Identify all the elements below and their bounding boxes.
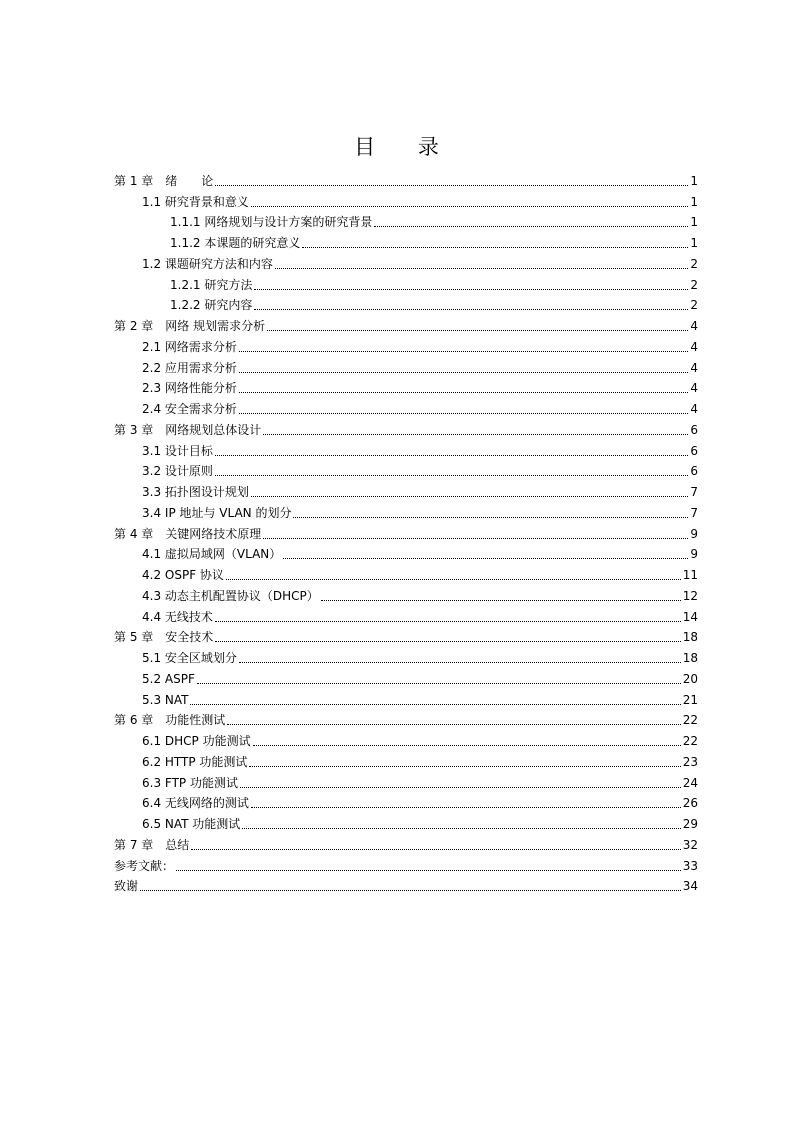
toc-dot-leader [263, 434, 688, 435]
toc-entry-label: 参考文献： [114, 858, 175, 873]
toc-entry-label: 1.2.2 研究内容 [170, 298, 253, 313]
toc-entry-label: 6.4 无线网络的测试 [142, 796, 249, 811]
toc-entry-label: 2.2 应用需求分析 [142, 360, 237, 375]
toc-entry [114, 811, 698, 832]
toc-entry-label: 4.3 动态主机配置协议（DHCP） [142, 588, 319, 603]
toc-entry-page: 6 [690, 443, 698, 458]
toc-entry-label: 第 6 章 功能性测试 [114, 713, 226, 728]
toc-dot-leader [302, 247, 688, 248]
toc-entry-label: 2.1 网络需求分析 [142, 339, 237, 354]
toc-entry [114, 853, 698, 874]
toc-dot-leader [215, 475, 688, 476]
toc-entry-page: 4 [690, 381, 698, 396]
toc-dot-leader [226, 579, 681, 580]
toc-dot-leader [254, 289, 688, 290]
toc-dot-leader [215, 455, 688, 456]
toc-dot-leader [251, 807, 681, 808]
toc-dot-leader [267, 330, 688, 331]
toc-entry-label: 第 4 章 关键网络技术原理 [114, 526, 262, 541]
toc-entry [114, 313, 698, 334]
toc-entry [114, 210, 698, 231]
toc-entry-label: 3.4 IP 地址与 VLAN 的划分 [142, 505, 292, 520]
toc-dot-leader [242, 828, 680, 829]
toc-dot-leader [283, 558, 688, 559]
toc-dot-leader [240, 787, 681, 788]
toc-entry [114, 334, 698, 355]
toc-dot-leader [239, 413, 688, 414]
toc-entry-label: 6.1 DHCP 功能测试 [142, 734, 251, 748]
toc-entry [114, 438, 698, 459]
toc-entry-label: 6.3 FTP 功能测试 [142, 775, 238, 790]
toc-entry [114, 272, 698, 293]
toc-entry-page: 4 [690, 319, 698, 333]
toc-dot-leader [197, 683, 681, 684]
toc-entry-page: 18 [682, 630, 698, 645]
toc-dot-leader [227, 724, 680, 725]
toc-dot-leader [239, 662, 681, 663]
toc-entry-page: 1 [690, 194, 698, 209]
toc-dot-leader [239, 392, 688, 393]
toc-entry-page: 32 [682, 837, 698, 852]
toc-entry-page: 29 [682, 817, 698, 831]
toc-entry [114, 355, 698, 376]
toc-entry-page: 1 [690, 215, 698, 230]
toc-dot-leader [253, 745, 681, 746]
toc-entry-page: 26 [682, 796, 698, 811]
toc-entry-label: 4.4 无线技术 [142, 609, 213, 624]
toc-entry-label: 6.2 HTTP 功能测试 [142, 754, 248, 769]
toc-entry-page: 2 [690, 277, 698, 292]
toc-entry [114, 459, 698, 480]
toc-entry-label: 3.1 设计目标 [142, 443, 213, 458]
toc-dot-leader [275, 268, 688, 269]
toc-entry-label: 5.2 ASPF [142, 671, 195, 686]
toc-entry-page: 6 [690, 422, 698, 437]
toc-entry-label: 4.1 虚拟局域网（VLAN） [142, 547, 282, 562]
toc-dot-leader [321, 600, 681, 601]
toc-entry [114, 874, 698, 895]
toc-entry-label: 3.2 设计原则 [142, 464, 213, 479]
toc-dot-leader [140, 890, 681, 891]
toc-entry-page: 7 [690, 505, 698, 520]
toc-dot-leader [239, 372, 688, 373]
toc-entry-page: 9 [690, 547, 698, 562]
toc-entry [114, 645, 698, 666]
toc-entry-page: 4 [690, 360, 698, 375]
toc-dot-leader [249, 766, 680, 767]
toc-entry-page: 2 [690, 256, 698, 271]
toc-dot-leader [190, 704, 680, 705]
toc-entry-page: 18 [682, 651, 698, 665]
toc-list [114, 168, 698, 894]
toc-entry-page: 14 [682, 609, 698, 624]
toc-entry [114, 479, 698, 500]
toc-entry-page: 11 [682, 568, 698, 582]
toc-entry [114, 583, 698, 604]
toc-entry-page: 21 [682, 692, 698, 707]
toc-entry-page: 1 [690, 173, 698, 188]
toc-entry-label: 3.3 拓扑图设计规划 [142, 485, 249, 499]
toc-dot-leader [215, 185, 688, 186]
toc-entry [114, 770, 698, 791]
toc-entry [114, 230, 698, 251]
toc-entry-label: 4.2 OSPF 协议 [142, 568, 224, 582]
toc-entry-label: 第 5 章 安全技术 [114, 630, 214, 645]
toc-entry-page: 6 [690, 464, 698, 479]
toc-dot-leader [374, 226, 688, 227]
toc-entry-label: 2.3 网络性能分析 [142, 381, 237, 396]
toc-entry-label: 致谢 [114, 879, 139, 894]
toc-entry [114, 376, 698, 397]
toc-entry-page: 22 [682, 713, 698, 728]
toc-entry [114, 189, 698, 210]
toc-dot-leader [215, 641, 680, 642]
toc-entry-page: 1 [690, 236, 698, 250]
toc-entry [114, 500, 698, 521]
toc-entry-label: 5.3 NAT [142, 692, 189, 707]
toc-entry [114, 791, 698, 812]
toc-dot-leader [251, 206, 688, 207]
toc-entry-page: 2 [690, 298, 698, 313]
toc-entry-label: 1.1.2 本课题的研究意义 [170, 236, 301, 250]
toc-entry-label: 第 3 章 网络规划总体设计 [114, 422, 262, 437]
toc-dot-leader [293, 517, 688, 518]
toc-entry [114, 542, 698, 563]
toc-dot-leader [239, 351, 688, 352]
toc-entry-label: 6.5 NAT 功能测试 [142, 817, 241, 831]
toc-dot-leader [251, 496, 688, 497]
toc-entry [114, 396, 698, 417]
toc-dot-leader [191, 849, 680, 850]
toc-dot-leader [176, 870, 681, 871]
toc-entry-page: 4 [690, 339, 698, 354]
toc-entry [114, 168, 698, 189]
toc-entry [114, 251, 698, 272]
toc-entry-label: 2.4 安全需求分析 [142, 402, 237, 416]
toc-dot-leader [215, 621, 681, 622]
toc-entry-page: 7 [690, 485, 698, 499]
toc-entry-page: 23 [682, 754, 698, 769]
toc-entry-label: 1.1.1 网络规划与设计方案的研究背景 [170, 215, 373, 230]
toc-entry-label: 第 7 章 总结 [114, 837, 190, 852]
toc-entry-page: 4 [690, 402, 698, 416]
toc-entry [114, 521, 698, 542]
toc-entry-page: 34 [682, 879, 698, 894]
toc-entry [114, 728, 698, 749]
toc-entry-label: 1.1 研究背景和意义 [142, 194, 249, 209]
toc-entry-page: 9 [690, 526, 698, 541]
toc-entry-page: 12 [682, 588, 698, 603]
toc-entry-page: 24 [682, 775, 698, 790]
toc-entry [114, 417, 698, 438]
toc-entry [114, 749, 698, 770]
toc-entry [114, 708, 698, 729]
toc-entry-label: 5.1 安全区域划分 [142, 651, 237, 665]
toc-entry-label: 1.2 课题研究方法和内容 [142, 256, 273, 271]
toc-entry [114, 625, 698, 646]
toc-entry-page: 20 [682, 671, 698, 686]
toc-entry [114, 562, 698, 583]
toc-entry [114, 666, 698, 687]
toc-entry-label: 1.2.1 研究方法 [170, 277, 253, 292]
toc-entry [114, 604, 698, 625]
toc-entry-page: 33 [682, 858, 698, 873]
toc-entry [114, 832, 698, 853]
toc-dot-leader [263, 538, 688, 539]
toc-entry [114, 293, 698, 314]
toc-dot-leader [254, 309, 688, 310]
toc-title: 目 录 [354, 135, 457, 159]
toc-entry-label: 第 2 章 网络 规划需求分析 [114, 319, 266, 333]
toc-entry-label: 第 1 章 绪 论 [114, 173, 214, 188]
toc-entry [114, 687, 698, 708]
toc-entry-page: 22 [682, 734, 698, 748]
